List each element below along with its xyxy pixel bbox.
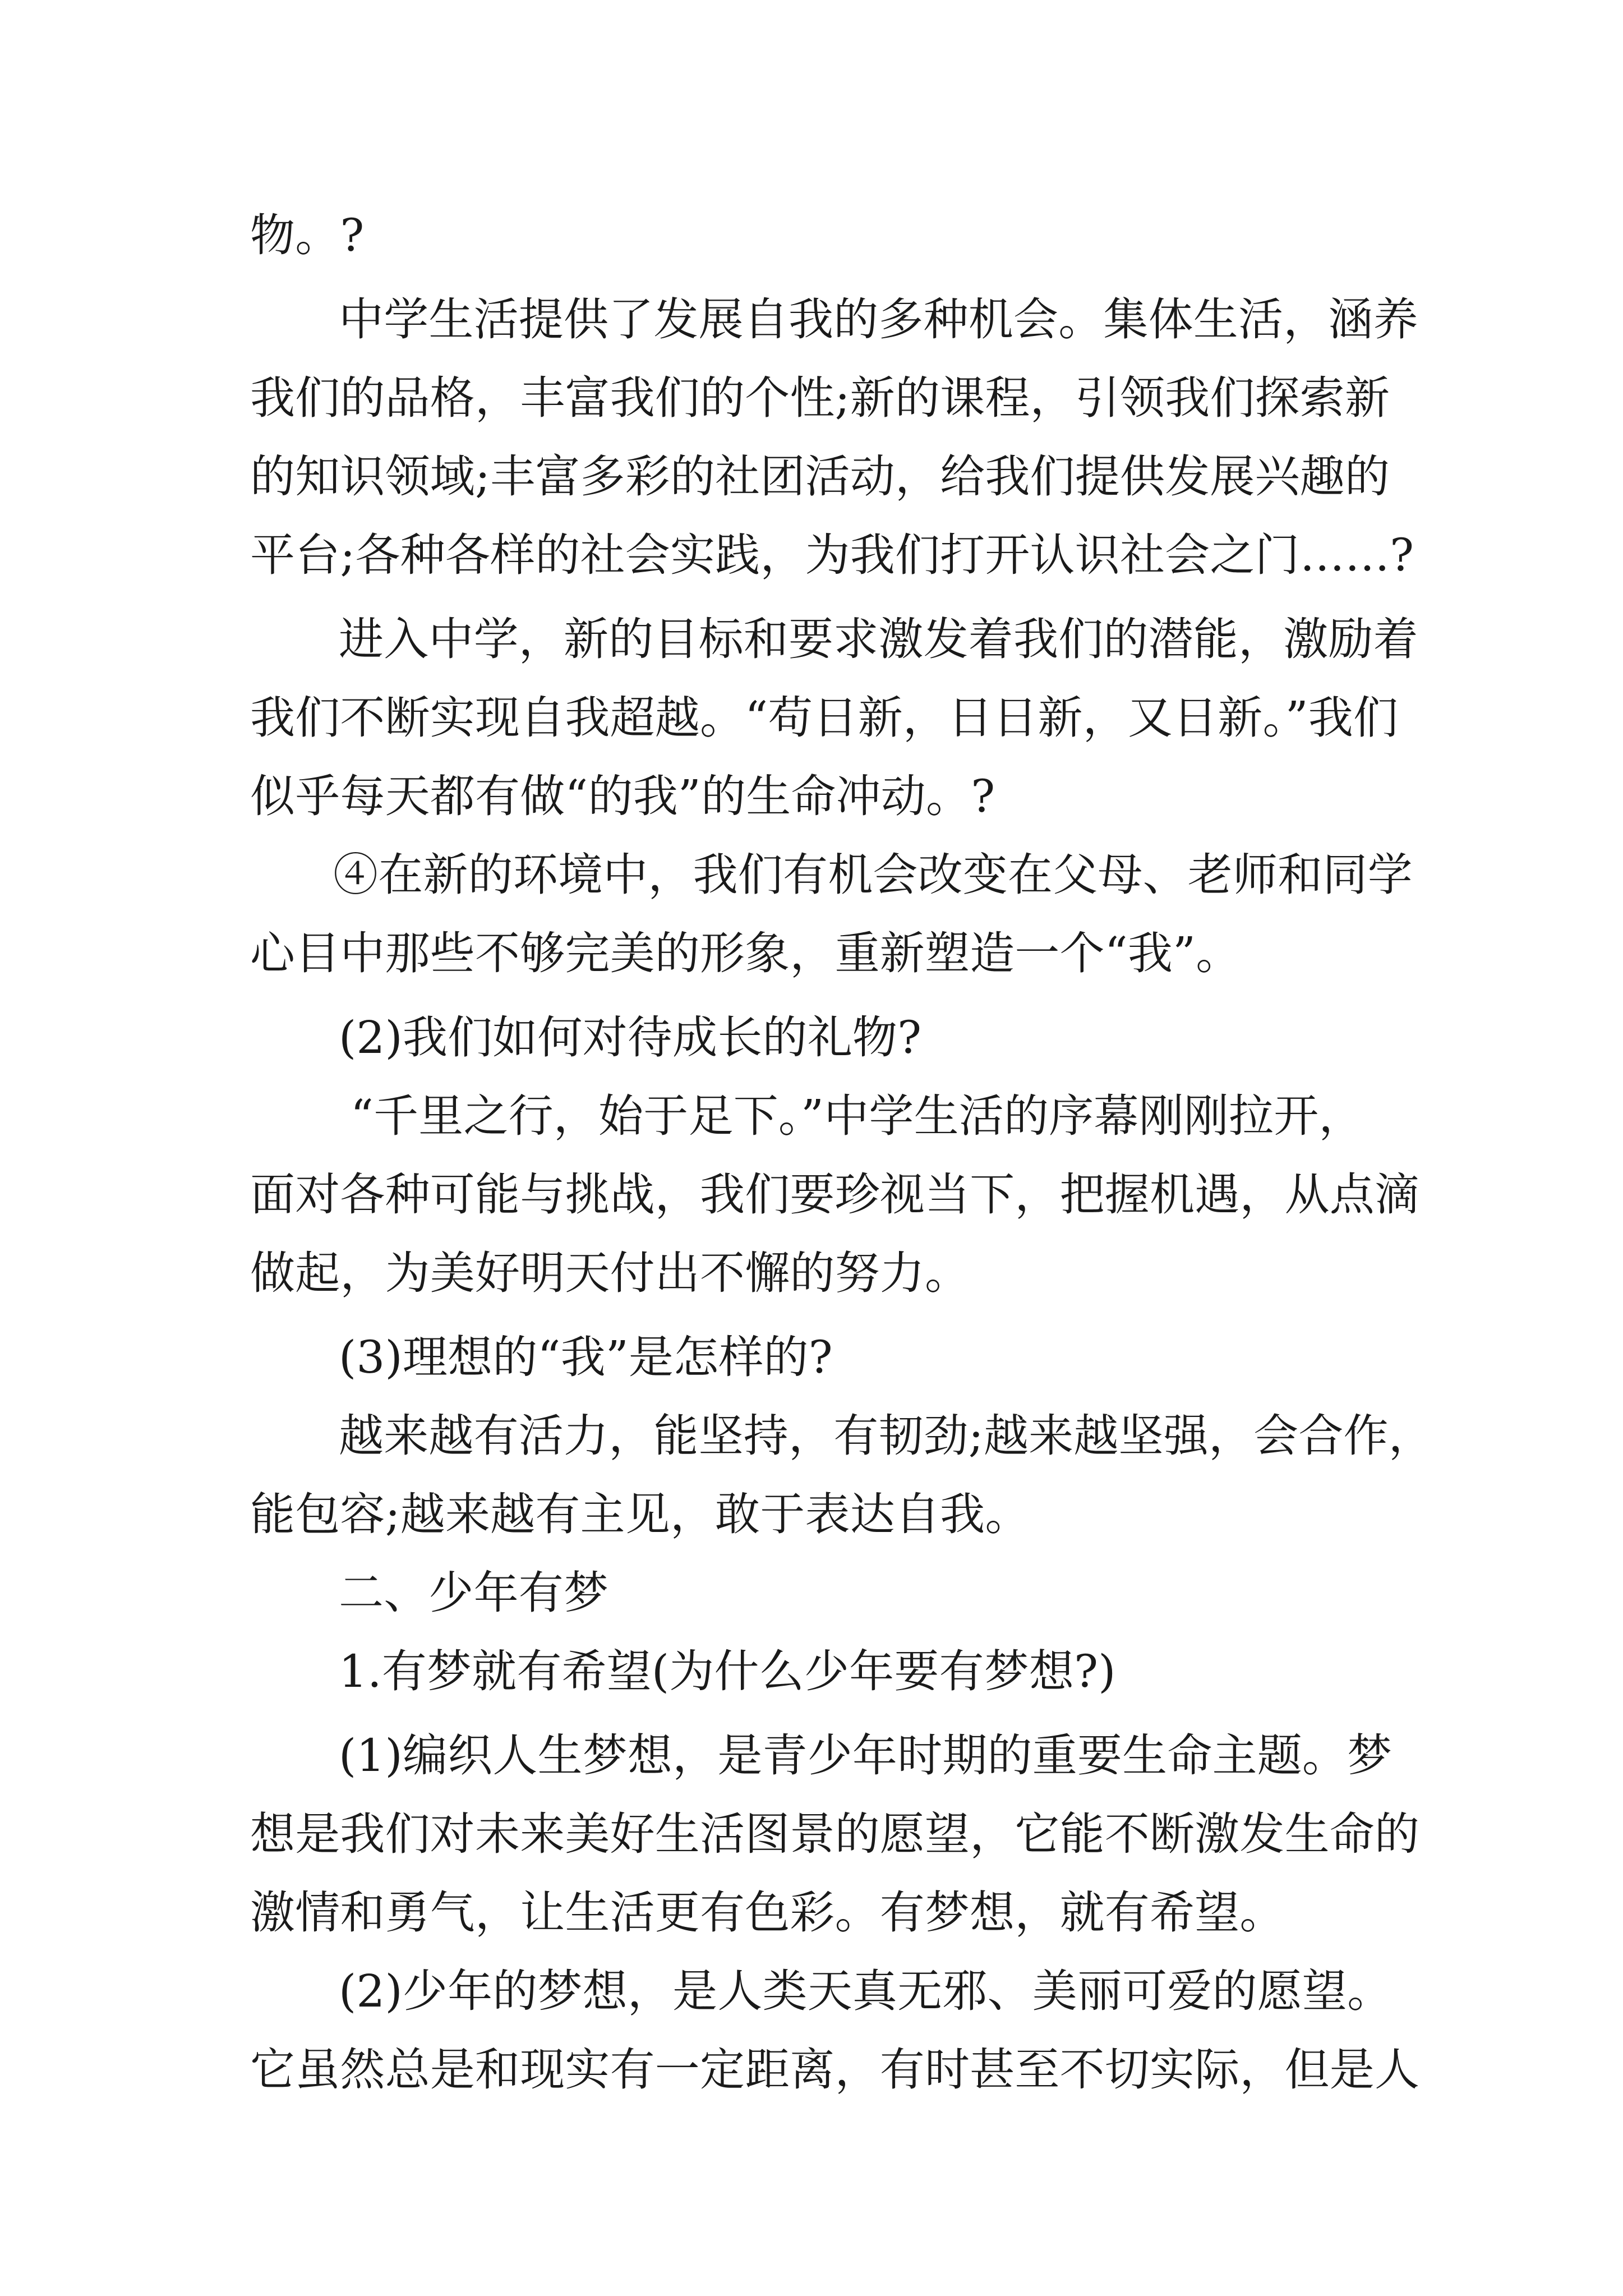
text-line: 越来越有活力，能坚持，有韧劲;越来越坚强，会合作， bbox=[339, 1410, 1433, 1462]
text-line: 我们的品格，丰富我们的个性;新的课程，引领我们探索新 bbox=[250, 372, 1390, 424]
text-line: 进入中学，新的目标和要求激发着我们的潜能，激励着 bbox=[339, 613, 1418, 665]
text-line: 想是我们对未来美好生活图景的愿望，它能不断激发生命的 bbox=[250, 1808, 1420, 1860]
text-line: 我们不断实现自我超越。“苟日新，日日新，又日新。”我们 bbox=[250, 692, 1399, 744]
text-line: 物。? bbox=[250, 209, 365, 261]
text-line: 中学生活提供了发展自我的多种机会。集体生活，涵养 bbox=[339, 293, 1418, 346]
text-line: 的知识领域;丰富多彩的社团活动，给我们提供发展兴趣的 bbox=[250, 450, 1390, 503]
text-line: (2)少年的梦想，是人类天真无邪、美丽可爱的愿望。 bbox=[339, 1965, 1393, 2017]
section-heading: 二、少年有梦 bbox=[339, 1567, 609, 1619]
text-line: 平台;各种各样的社会实践，为我们打开认识社会之门……? bbox=[250, 529, 1414, 581]
text-line: 能包容;越来越有主见，敢于表达自我。 bbox=[250, 1488, 1030, 1540]
subsection-heading: 1.有梦就有希望(为什么少年要有梦想?) bbox=[339, 1645, 1116, 1697]
text-line: 激情和勇气，让生活更有色彩。有梦想，就有希望。 bbox=[250, 1887, 1285, 1939]
text-line: 似乎每天都有做“的我”的生命冲动。? bbox=[250, 770, 995, 822]
text-line: “千里之行，始于足下。”中学生活的序幕刚刚拉开， bbox=[351, 1090, 1364, 1142]
text-line: (3)理想的“我”是怎样的? bbox=[339, 1331, 833, 1383]
text-line: 它虽然总是和现实有一定距离，有时甚至不切实际，但是人 bbox=[250, 2044, 1420, 2096]
text-line: 面对各种可能与挑战，我们要珍视当下，把握机遇，从点滴 bbox=[250, 1168, 1420, 1221]
text-line: (1)编织人生梦想，是青少年时期的重要生命主题。梦 bbox=[339, 1729, 1393, 1782]
text-line: ④在新的环境中，我们有机会改变在父母、老师和同学 bbox=[333, 849, 1413, 901]
text-line: (2)我们如何对待成长的礼物? bbox=[339, 1011, 922, 1064]
text-line: 做起，为美好明天付出不懈的努力。 bbox=[250, 1247, 970, 1299]
text-line: 心目中那些不够完美的形象，重新塑造一个“我”。 bbox=[250, 927, 1241, 979]
